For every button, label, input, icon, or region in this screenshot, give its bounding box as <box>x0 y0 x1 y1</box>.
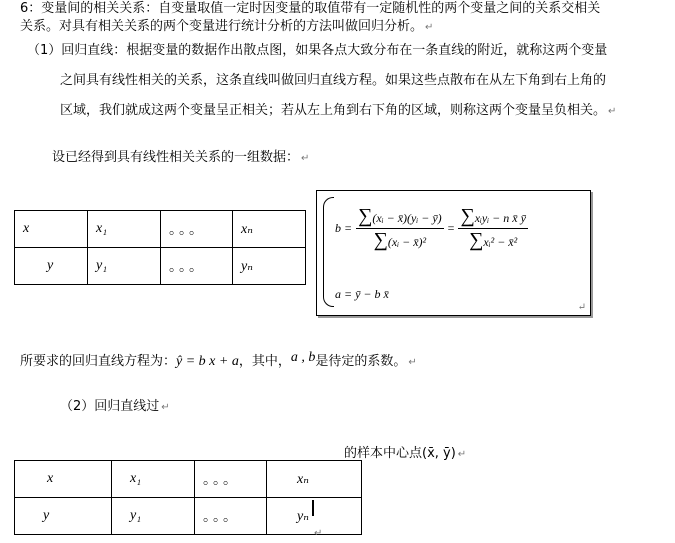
paragraph-mark: ↵ <box>314 528 323 539</box>
table-cell: yₙ <box>267 498 362 535</box>
table-cell: y <box>15 498 112 535</box>
system-brace <box>323 197 334 307</box>
table-cell: y₁ <box>88 248 161 285</box>
regression-formula-box <box>316 190 591 316</box>
sample-center-text: 的样本中心点(x̄, ȳ) ↵ <box>344 446 467 461</box>
table-row <box>15 498 362 535</box>
table-cell: yₙ <box>233 248 306 285</box>
table-cell: 。。。 <box>161 248 233 285</box>
b-label: b = <box>335 221 353 235</box>
para6-line1: 6：变量间的相关关系：自变量取值一定时因变量的取值带有一定随机性的两个变量之间的关系交相关 <box>20 1 601 16</box>
fraction-1-numerator: ∑(xᵢ − x̄)(yᵢ − ȳ) <box>358 205 442 227</box>
table-cell: xₙ <box>267 461 362 498</box>
table-cell: y <box>15 248 88 285</box>
table-cell: 。。。 <box>161 211 233 248</box>
regression-equation: ŷ = b x + a <box>176 354 239 369</box>
para1-line2: 之间具有线性相关的关系，这条直线叫做回归直线方程。如果这些点散布在从左下角到右上角的 <box>60 73 607 88</box>
data-table-2 <box>14 460 362 535</box>
table-row <box>15 211 306 248</box>
paragraph-mark: ↵ <box>577 302 586 313</box>
table-cell: 。。。 <box>195 498 267 535</box>
fraction-2 <box>458 205 527 252</box>
table-row <box>15 248 306 285</box>
text-cursor <box>312 500 314 516</box>
table-cell: x₁ <box>88 211 161 248</box>
para1-line1: （1）回归直线：根据变量的数据作出散点图，如果各点大致分布在一条直线的附近，就称这两个变量 <box>27 43 608 58</box>
table-cell: y₁ <box>112 498 195 535</box>
coefficient-names: a , b <box>290 350 316 365</box>
table-row <box>15 461 362 498</box>
fraction-1 <box>356 205 444 252</box>
para2-text: （2）回归直线过 ↵ <box>60 399 170 414</box>
fraction-2-numerator: ∑xᵢyᵢ − n x̄ ȳ <box>460 205 526 227</box>
data-table-1 <box>14 210 306 285</box>
a-formula: a = ȳ − b x̄ <box>335 287 389 301</box>
table-cell: x₁ <box>112 461 195 498</box>
table-cell: xₙ <box>233 211 306 248</box>
regression-equation-line: 所要求的回归直线方程为：ŷ = b x + a，其中，a , b是待定的系数。 ↵ <box>20 350 417 369</box>
fraction-1-denominator: ∑(xᵢ − x̄)² <box>373 229 427 251</box>
para6-line2: 关系。对具有相关关系的两个变量进行统计分析的方法叫做回归分析。 ↵ <box>20 19 434 34</box>
table-cell: x <box>15 211 88 248</box>
table-cell: x <box>15 461 112 498</box>
given-data-text: 设已经得到具有线性相关关系的一组数据： ↵ <box>52 150 310 165</box>
table-cell: 。。。 <box>195 461 267 498</box>
para1-line3: 区域，我们就成这两个变量呈正相关；若从左上角到右下角的区域，则称这两个变量呈负相关。 ↵ <box>60 103 617 118</box>
equals-sign: = <box>447 221 455 235</box>
fraction-2-denominator: ∑xᵢ² − x̄² <box>469 229 518 251</box>
b-formula <box>335 205 528 252</box>
